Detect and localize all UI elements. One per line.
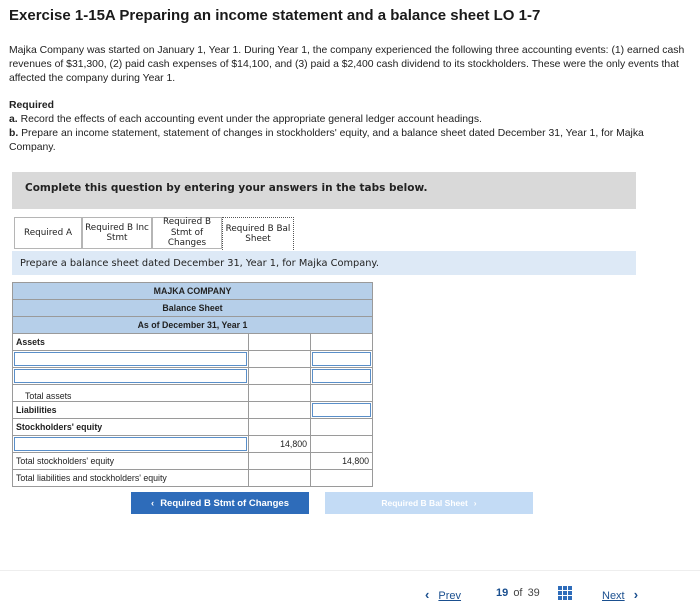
stockholders-equity-label: Stockholders' equity — [13, 419, 249, 436]
requirement-b-text: Prepare an income statement, statement of changes in stockholders' equity, and a balance sheet dated December 31, Year 1, for Majka Company. — [9, 128, 644, 153]
total-equity-amount: 14,800 — [311, 453, 373, 470]
instructions-banner — [12, 172, 636, 209]
tab-label: Sheet — [245, 234, 271, 244]
tab-required-b-inc-stmt[interactable] — [82, 217, 152, 249]
empty-cell — [311, 385, 373, 402]
exercise-title: Exercise 1-15A Preparing an income statement and a balance sheet LO 1-7 — [9, 7, 541, 24]
tab-required-a[interactable] — [14, 217, 82, 249]
required-heading: Required — [9, 100, 55, 111]
tab-instruction-text: Prepare a balance sheet dated December 31, Year 1, for Majka Company. — [20, 258, 379, 269]
asset-amount-input-2[interactable] — [311, 368, 373, 385]
requirement-b — [9, 127, 689, 155]
table-header-row — [13, 283, 373, 300]
of-label: of — [513, 587, 523, 599]
liabilities-amount-input[interactable] — [311, 402, 373, 419]
table-row — [13, 368, 373, 385]
empty-cell — [311, 334, 373, 351]
table-row — [13, 436, 373, 453]
asset-account-input-2[interactable] — [13, 368, 249, 385]
next-tab-label: Required B Bal Sheet — [381, 498, 468, 508]
table-row — [13, 351, 373, 368]
requirement-b-label: b. — [9, 128, 19, 139]
problem-statement: Majka Company was started on January 1, Year 1. During Year 1, the company experienced the following three accounting events: (1) earned cash revenues of $31,300, (2) paid cash expenses of $14,100, and (3) paid a $2,400 cash dividend to its stockholders. These were the only events that affected the company during Year 1. — [9, 45, 685, 84]
tab-label: Stmt — [106, 233, 128, 243]
tab-required-b-stmt-of-changes[interactable] — [152, 217, 222, 249]
current-question: 19 — [496, 587, 509, 599]
assets-label: Assets — [13, 334, 249, 351]
tab-label: Required A — [24, 227, 72, 238]
prev-question-link[interactable] — [425, 587, 461, 602]
empty-cell — [249, 351, 311, 368]
prev-tab-label: Required B Stmt of Changes — [160, 497, 289, 509]
total-equity-label: Total stockholders' equity — [13, 453, 249, 470]
chevron-right-icon: › — [633, 587, 639, 602]
equity-amount: 14,800 — [249, 436, 311, 453]
table-header-row — [13, 300, 373, 317]
table-row — [13, 334, 373, 351]
chevron-left-icon: ‹ — [425, 587, 430, 602]
chevron-right-icon: › — [473, 498, 477, 508]
requirement-a-label: a. — [9, 114, 18, 125]
empty-cell — [249, 368, 311, 385]
asset-amount-input-1[interactable] — [311, 351, 373, 368]
empty-cell — [249, 385, 311, 402]
table-row — [13, 453, 373, 470]
table-row — [13, 470, 373, 487]
tab-label: Required B — [163, 217, 211, 228]
balance-sheet-table — [12, 282, 373, 487]
tab-required-b-bal-sheet[interactable] — [222, 217, 294, 250]
total-questions: 39 — [527, 587, 540, 599]
grid-icon[interactable] — [558, 586, 572, 600]
table-row — [13, 385, 373, 402]
tab-label: Changes — [167, 238, 207, 249]
next-tab-button[interactable] — [325, 492, 533, 514]
total-liabilities-equity-label: Total liabilities and stockholders' equity — [13, 470, 249, 487]
empty-cell — [311, 419, 373, 436]
next-question-label: Next — [602, 590, 625, 602]
tab-label: Required B Inc — [85, 222, 149, 233]
table-header-row — [13, 317, 373, 334]
empty-cell — [249, 470, 311, 487]
equity-account-input[interactable] — [13, 436, 249, 453]
total-assets-label: Total assets — [13, 385, 249, 402]
tab-label: Stmt of — [170, 227, 204, 238]
footer-divider — [0, 570, 700, 571]
empty-cell — [249, 453, 311, 470]
empty-cell — [249, 402, 311, 419]
requirement-a-text: Record the effects of each accounting event under the appropriate general ledger account headings. — [20, 114, 482, 125]
prev-question-label: Prev — [438, 590, 462, 602]
empty-cell — [249, 334, 311, 351]
empty-cell — [311, 436, 373, 453]
prev-tab-button[interactable] — [131, 492, 309, 514]
tab-instruction-bar — [12, 251, 636, 275]
empty-cell — [249, 419, 311, 436]
tab-label: Required B Bal — [225, 223, 291, 234]
question-counter — [496, 587, 540, 599]
liabilities-label: Liabilities — [13, 402, 249, 419]
company-name: MAJKA COMPANY — [13, 283, 373, 300]
asset-account-input-1[interactable] — [13, 351, 249, 368]
next-question-link[interactable] — [602, 587, 638, 602]
empty-cell — [311, 470, 373, 487]
statement-date: As of December 31, Year 1 — [13, 317, 373, 334]
table-row — [13, 419, 373, 436]
instructions-banner-text: Complete this question by entering your answers in the tabs below. — [25, 182, 428, 194]
table-row — [13, 402, 373, 419]
requirement-a — [9, 113, 689, 127]
statement-name: Balance Sheet — [13, 300, 373, 317]
chevron-left-icon: ‹ — [151, 497, 155, 509]
